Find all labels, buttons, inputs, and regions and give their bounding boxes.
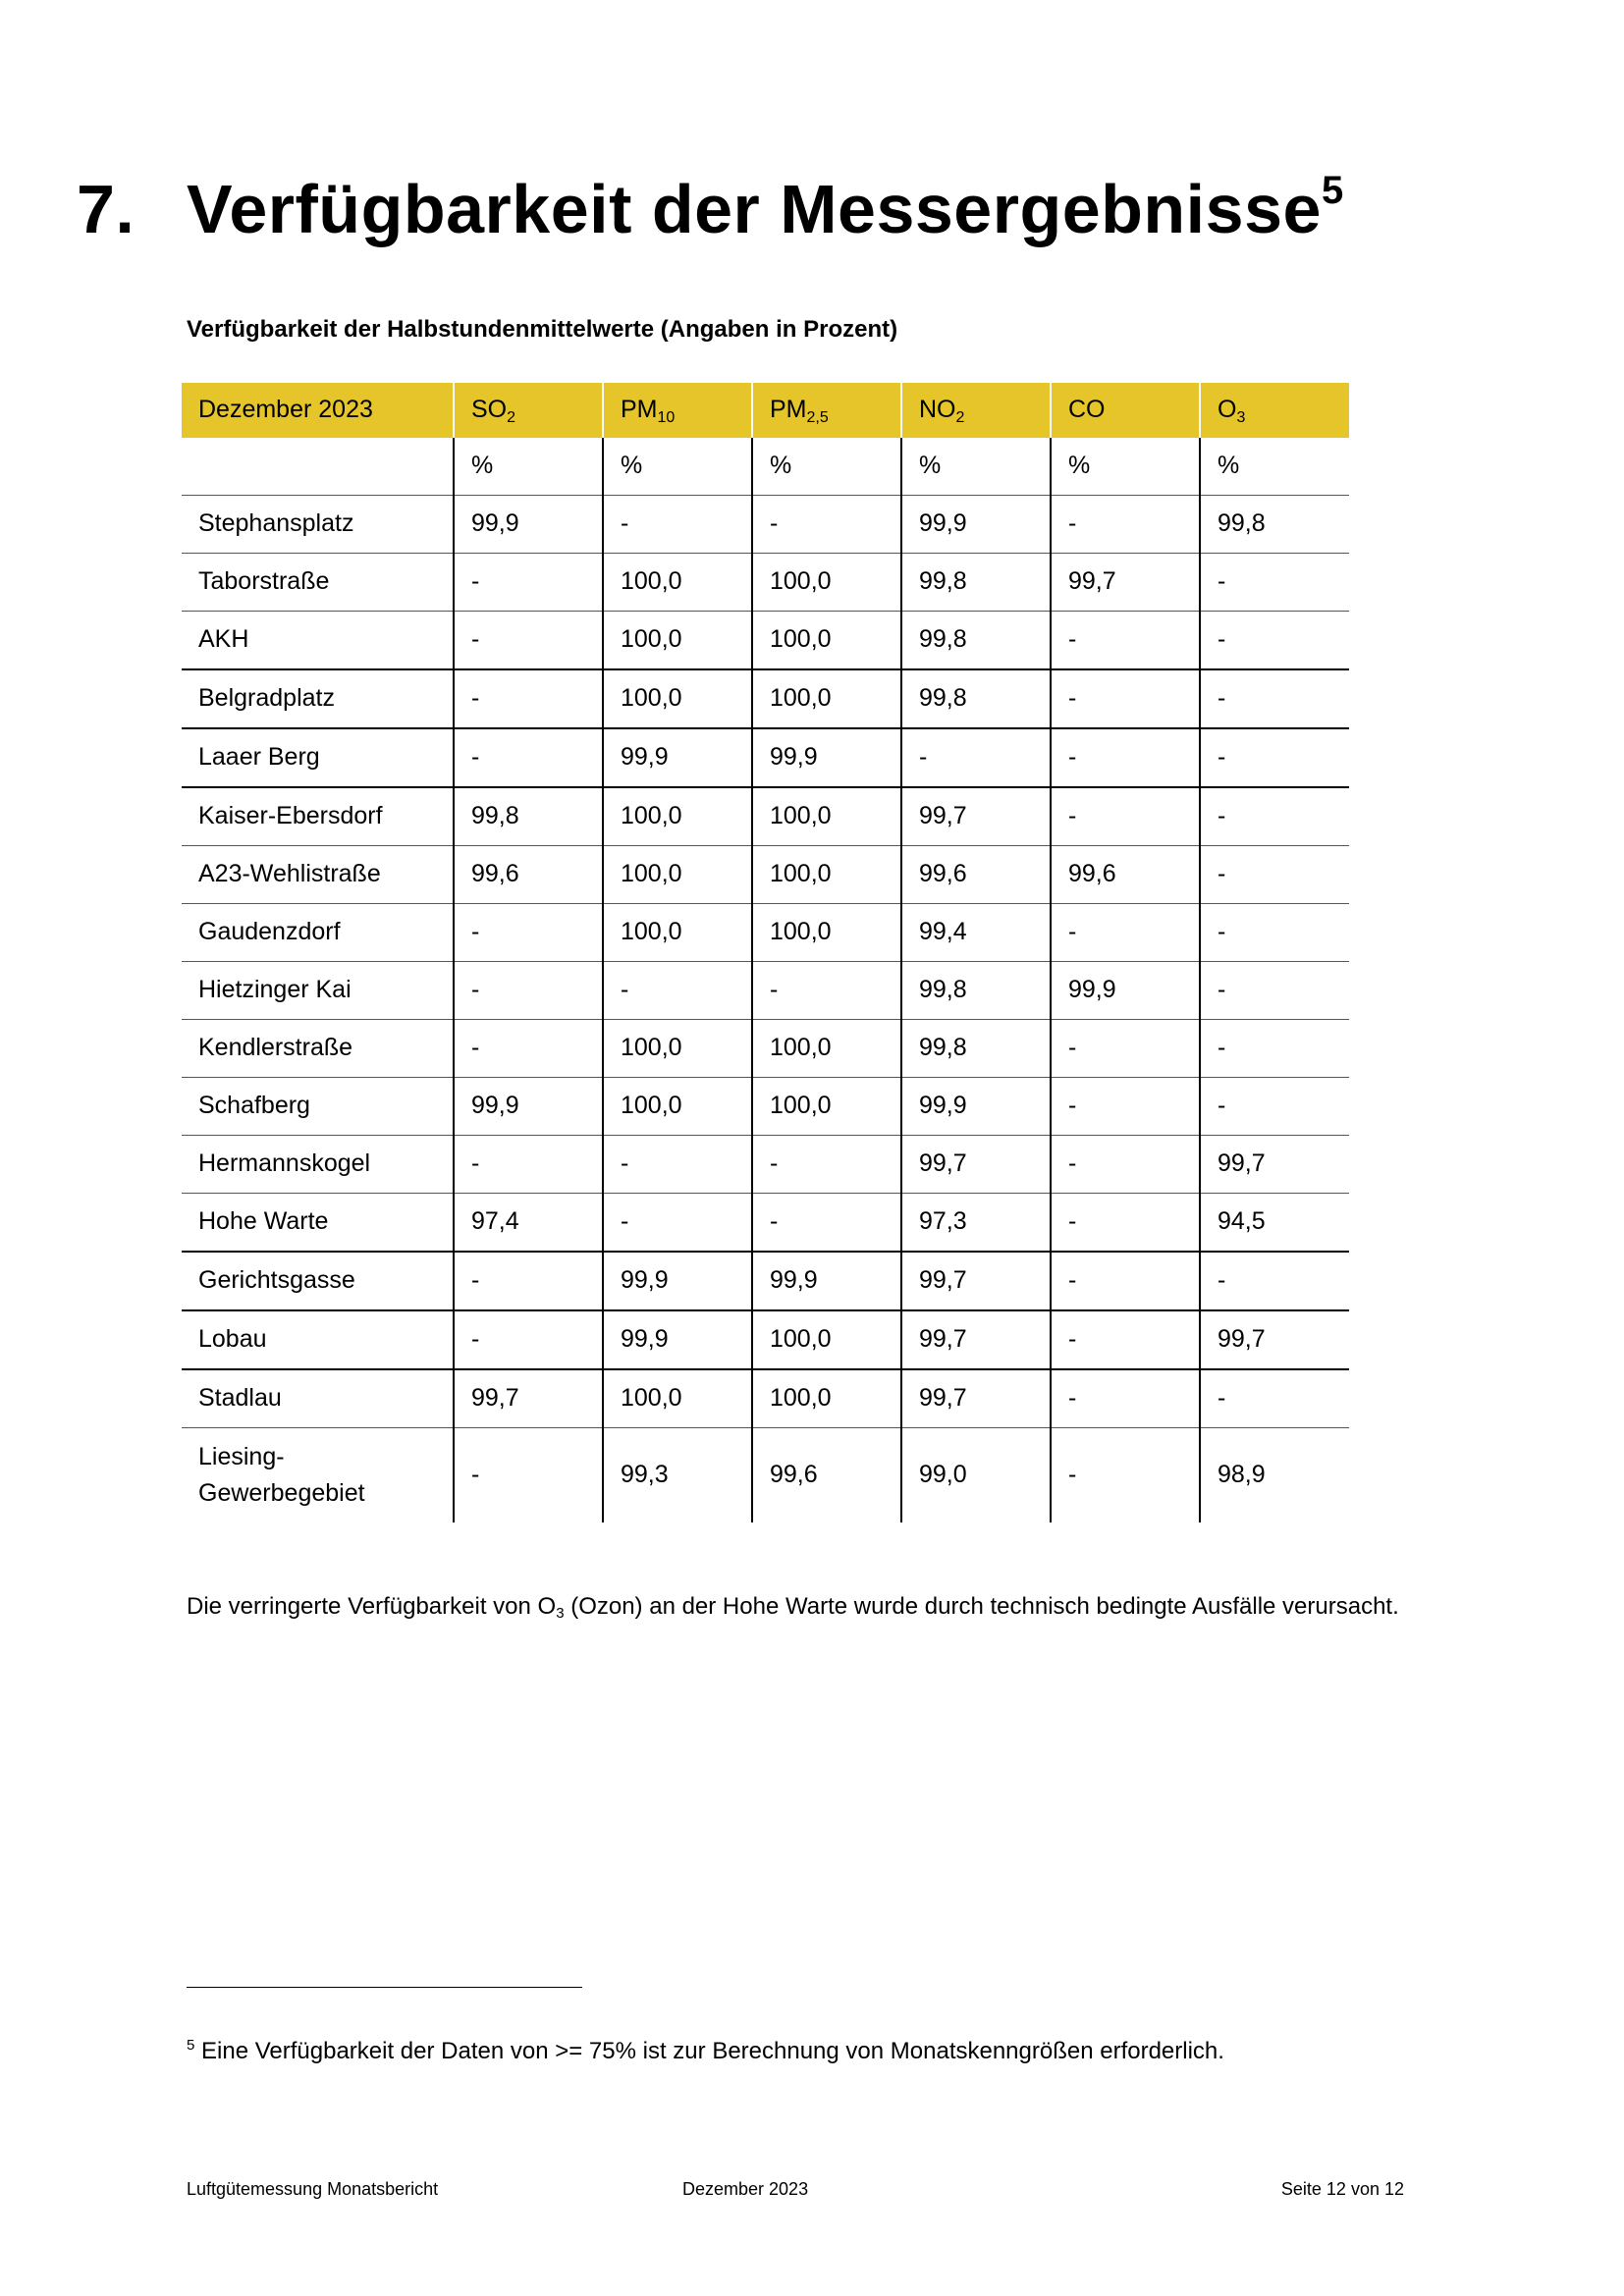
table-cell: 97,4 — [454, 1194, 603, 1253]
table-cell: - — [454, 962, 603, 1020]
table-cell: - — [454, 904, 603, 962]
table-cell: 99,7 — [1200, 1136, 1349, 1194]
table-cell: 99,8 — [901, 669, 1051, 728]
unit-cell: % — [1051, 438, 1200, 496]
table-cell: - — [752, 1194, 901, 1253]
table-row — [182, 846, 1349, 904]
table-cell: - — [603, 1136, 752, 1194]
table-cell: 99,7 — [901, 1252, 1051, 1310]
station-name: Kendlerstraße — [182, 1020, 454, 1078]
column-header-label: O — [1218, 396, 1237, 424]
table-cell: 99,8 — [901, 1020, 1051, 1078]
column-header-subscript: 2 — [955, 409, 965, 427]
table-cell: - — [1051, 1252, 1200, 1310]
station-name: A23-Wehlistraße — [182, 846, 454, 904]
table-cell: 99,9 — [454, 1078, 603, 1136]
unit-cell-empty — [182, 438, 454, 496]
footnote-reference[interactable]: 5 — [1321, 169, 1344, 212]
table-cell: - — [1200, 554, 1349, 612]
table-cell: - — [1051, 904, 1200, 962]
ozone-note — [187, 1593, 1399, 1621]
note-text-end: (Ozon) an der Hohe Warte wurde durch technisch bedingte Ausfälle verursacht. — [564, 1593, 1399, 1620]
station-name: Schafberg — [182, 1078, 454, 1136]
table-cell: 99,7 — [1051, 554, 1200, 612]
table-cell: - — [454, 612, 603, 670]
availability-table — [182, 383, 1349, 1522]
table-header-row — [182, 383, 1349, 438]
footer-period: Dezember 2023 — [682, 2179, 809, 2199]
table-cell: - — [1051, 1136, 1200, 1194]
table-cell: 99,9 — [901, 1078, 1051, 1136]
table-cell: 100,0 — [752, 612, 901, 670]
table-cell: - — [752, 496, 901, 554]
column-header-co — [1051, 383, 1200, 438]
table-row — [182, 1369, 1349, 1428]
station-name — [182, 1428, 454, 1523]
column-header-pm10 — [603, 383, 752, 438]
table-cell: - — [752, 962, 901, 1020]
table-row — [182, 728, 1349, 787]
table-cell: - — [603, 496, 752, 554]
table-cell: 99,6 — [752, 1428, 901, 1523]
table-row — [182, 554, 1349, 612]
table-cell: 100,0 — [752, 904, 901, 962]
table-cell: 100,0 — [603, 846, 752, 904]
table-row — [182, 787, 1349, 846]
table-cell: 99,4 — [901, 904, 1051, 962]
station-name: Taborstraße — [182, 554, 454, 612]
table-cell: 99,8 — [901, 554, 1051, 612]
table-cell: 99,9 — [454, 496, 603, 554]
table-cell: 99,7 — [901, 1136, 1051, 1194]
section-number: 7. — [77, 171, 135, 247]
column-header-no2 — [901, 383, 1051, 438]
table-cell: 100,0 — [603, 612, 752, 670]
unit-cell: % — [454, 438, 603, 496]
station-name-line: Gewerbegebiet — [198, 1479, 365, 1507]
table-cell: 99,8 — [1200, 496, 1349, 554]
column-header-subscript: 2,5 — [806, 409, 829, 427]
unit-cell: % — [1200, 438, 1349, 496]
table-cell: 100,0 — [752, 1369, 901, 1428]
table-row — [182, 612, 1349, 670]
table-cell: - — [1200, 669, 1349, 728]
table-cell: - — [1051, 612, 1200, 670]
station-name: Hohe Warte — [182, 1194, 454, 1253]
footer-page-number: Seite 12 von 12 — [1280, 2179, 1404, 2199]
table-cell: 99,8 — [901, 962, 1051, 1020]
column-header-label: NO — [919, 396, 956, 424]
table-cell: 99,9 — [1051, 962, 1200, 1020]
column-header-subscript: 3 — [1236, 409, 1246, 427]
table-cell: 100,0 — [752, 1020, 901, 1078]
table-cell: - — [454, 1020, 603, 1078]
table-cell: - — [1200, 1078, 1349, 1136]
table-cell: 94,5 — [1200, 1194, 1349, 1253]
table-cell: - — [1200, 728, 1349, 787]
table-cell: 99,8 — [454, 787, 603, 846]
table-cell: - — [454, 1428, 603, 1523]
station-name: Laaer Berg — [182, 728, 454, 787]
table-cell: - — [1051, 1310, 1200, 1369]
table-cell: - — [1051, 1369, 1200, 1428]
table-cell: 99,9 — [901, 496, 1051, 554]
table-cell: - — [1051, 787, 1200, 846]
note-text-start: Die verringerte Verfügbarkeit von O — [187, 1593, 557, 1620]
table-cell: 99,6 — [901, 846, 1051, 904]
table-row — [182, 1020, 1349, 1078]
table-row — [182, 1136, 1349, 1194]
table-cell: - — [1200, 1369, 1349, 1428]
column-header-so2 — [454, 383, 603, 438]
table-cell: - — [603, 1194, 752, 1253]
column-header-pm25 — [752, 383, 901, 438]
table-row — [182, 904, 1349, 962]
station-name: Hietzinger Kai — [182, 962, 454, 1020]
table-cell: - — [1200, 787, 1349, 846]
table-row — [182, 1078, 1349, 1136]
column-header-label: PM — [621, 396, 658, 424]
table-cell: - — [1051, 669, 1200, 728]
table-cell: - — [454, 728, 603, 787]
table-row — [182, 1194, 1349, 1253]
table-row — [182, 1252, 1349, 1310]
table-row — [182, 496, 1349, 554]
period-header: Dezember 2023 — [182, 383, 454, 438]
unit-cell: % — [752, 438, 901, 496]
station-name: AKH — [182, 612, 454, 670]
table-cell: - — [901, 728, 1051, 787]
table-cell: 100,0 — [603, 1078, 752, 1136]
table-cell: - — [454, 1252, 603, 1310]
table-cell: 99,9 — [752, 728, 901, 787]
table-caption: Verfügbarkeit der Halbstundenmittelwerte (Angaben in Prozent) — [187, 316, 898, 343]
table-cell: - — [1051, 1020, 1200, 1078]
column-header-label: SO — [471, 396, 508, 424]
table-row — [182, 669, 1349, 728]
table-cell: 100,0 — [603, 554, 752, 612]
table-cell: 99,7 — [901, 1310, 1051, 1369]
table-cell: - — [454, 1136, 603, 1194]
table-cell: - — [1200, 904, 1349, 962]
table-cell: 99,6 — [454, 846, 603, 904]
table-cell: - — [603, 962, 752, 1020]
table-cell: 100,0 — [603, 669, 752, 728]
station-name: Gerichtsgasse — [182, 1252, 454, 1310]
column-header-subscript: 10 — [657, 409, 676, 427]
table-cell: 99,7 — [454, 1369, 603, 1428]
table-row — [182, 1428, 1349, 1523]
station-name: Belgradplatz — [182, 669, 454, 728]
column-header-label: CO — [1068, 396, 1106, 424]
table-cell: - — [752, 1136, 901, 1194]
table-cell: - — [1200, 612, 1349, 670]
unit-cell: % — [603, 438, 752, 496]
station-name: Lobau — [182, 1310, 454, 1369]
table-cell: 100,0 — [603, 787, 752, 846]
table-cell: - — [1051, 1078, 1200, 1136]
station-name: Hermannskogel — [182, 1136, 454, 1194]
footnote-text: Eine Verfügbarkeit der Daten von >= 75% ist zur Berechnung von Monatskenngrößen erforderlich. — [194, 2038, 1224, 2064]
table-cell: - — [1200, 1020, 1349, 1078]
table-cell: 99,9 — [752, 1252, 901, 1310]
table-cell: 99,0 — [901, 1428, 1051, 1523]
column-header-label: PM — [770, 396, 807, 424]
table-cell: 99,9 — [603, 728, 752, 787]
table-cell: - — [454, 554, 603, 612]
note-subscript: 3 — [556, 1605, 565, 1622]
station-name: Gaudenzdorf — [182, 904, 454, 962]
table-cell: 100,0 — [603, 1020, 752, 1078]
table-cell: - — [1200, 1252, 1349, 1310]
table-cell: 100,0 — [603, 904, 752, 962]
table-cell: 100,0 — [603, 1369, 752, 1428]
table-cell: - — [1200, 962, 1349, 1020]
footer-report-name: Luftgütemessung Monatsbericht — [187, 2179, 439, 2199]
table-cell: 100,0 — [752, 669, 901, 728]
table-cell: - — [1051, 496, 1200, 554]
table-cell: 99,9 — [603, 1252, 752, 1310]
table-cell: 100,0 — [752, 787, 901, 846]
station-name-line: Liesing- — [198, 1442, 285, 1470]
table-cell: - — [1051, 728, 1200, 787]
table-cell: - — [454, 1310, 603, 1369]
table-cell: - — [1051, 1428, 1200, 1523]
table-cell: 100,0 — [752, 1310, 901, 1369]
table-cell: 100,0 — [752, 846, 901, 904]
table-cell: 99,7 — [1200, 1310, 1349, 1369]
station-name: Stephansplatz — [182, 496, 454, 554]
table-row — [182, 962, 1349, 1020]
column-header-o3 — [1200, 383, 1349, 438]
table-cell: 97,3 — [901, 1194, 1051, 1253]
unit-cell: % — [901, 438, 1051, 496]
table-cell: - — [1200, 846, 1349, 904]
table-cell: 100,0 — [752, 1078, 901, 1136]
station-name: Kaiser-Ebersdorf — [182, 787, 454, 846]
column-header-subscript: 2 — [507, 409, 516, 427]
table-cell: 99,7 — [901, 787, 1051, 846]
footnote-marker: 5 — [187, 2037, 195, 2054]
table-cell: 99,7 — [901, 1369, 1051, 1428]
footnote — [187, 2038, 1224, 2065]
table-cell: 99,6 — [1051, 846, 1200, 904]
table-row — [182, 1310, 1349, 1369]
section-title: Verfügbarkeit der Messergebnisse — [187, 171, 1322, 247]
table-cell: 99,3 — [603, 1428, 752, 1523]
table-cell: 100,0 — [752, 554, 901, 612]
footnote-separator — [187, 1987, 582, 1988]
table-cell: - — [1051, 1194, 1200, 1253]
table-cell: 98,9 — [1200, 1428, 1349, 1523]
page-title — [77, 169, 1344, 247]
table-unit-row — [182, 438, 1349, 496]
table-cell: 99,9 — [603, 1310, 752, 1369]
station-name: Stadlau — [182, 1369, 454, 1428]
table-cell: - — [454, 669, 603, 728]
table-cell: 99,8 — [901, 612, 1051, 670]
